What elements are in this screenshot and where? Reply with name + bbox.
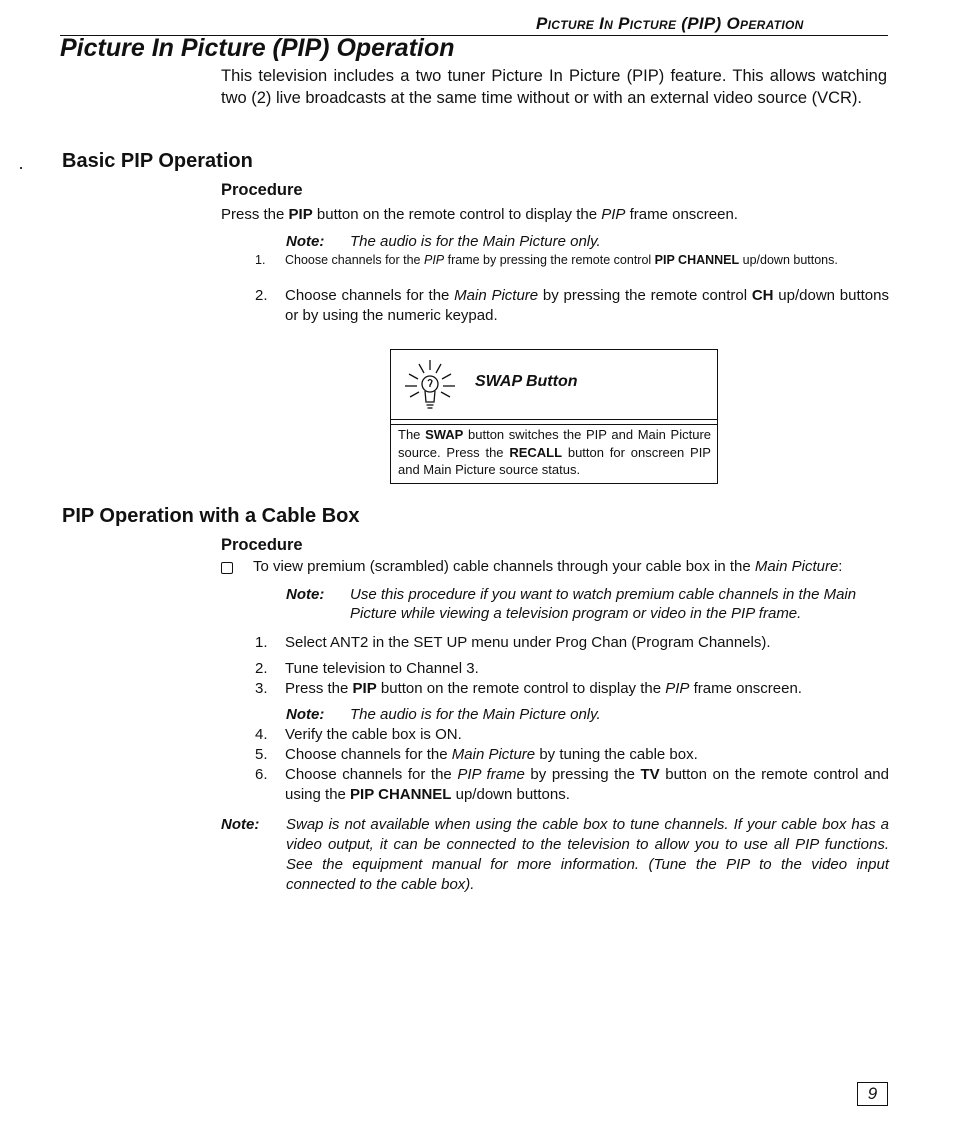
pip-frame-ref: PIP [601, 206, 626, 223]
text: button on the remote control and using the [285, 766, 889, 803]
step-text: Verify the cable box is ON. [285, 726, 462, 743]
step-text [285, 745, 889, 765]
note-text: Swap is not available when using the cable box to tune channels. If your cable box has a video output, it can be connected to the television to allow you to use all PIP functions. See the equipment manual for more information. (Tune the PIP to the video input connected to the cable box). [286, 816, 889, 893]
note-label: Note: [221, 816, 260, 833]
note-label: Note: [286, 233, 325, 250]
text: PIP [665, 680, 690, 697]
text: : [838, 558, 843, 575]
list-item [255, 745, 889, 765]
text: frame onscreen. [625, 206, 738, 223]
text: SWAP [425, 427, 464, 442]
cable-note-audio [286, 706, 601, 723]
tip-body [398, 426, 711, 479]
step-number: 6. [255, 766, 268, 783]
text: by tuning the cable box. [535, 746, 698, 763]
step-number: 2. [255, 660, 268, 677]
step-number: 5. [255, 746, 268, 763]
swap-tip-box [390, 349, 718, 484]
step-number: 2. [255, 287, 268, 304]
text: button on the remote control to display the [376, 680, 666, 697]
page-number: 9 [857, 1082, 888, 1106]
step-text [285, 251, 889, 269]
step-text: Tune television to Channel 3. [285, 660, 479, 677]
text: To view premium (scrambled) cable channels through your cable box in the [253, 558, 755, 575]
note-label: Note: [286, 586, 325, 603]
text: up/down buttons or by using the numeric keypad. [285, 287, 889, 324]
note-text: Use this procedure if you want to watch premium cable channels in the Main [350, 586, 857, 603]
text: Choose channels for the [285, 253, 424, 267]
step-text [285, 765, 889, 805]
text: Press the [285, 680, 353, 697]
cable-note-continued: Picture while viewing a television program or video in the PIP frame. [350, 605, 802, 622]
tip-title: SWAP Button [475, 373, 578, 390]
list-item [255, 765, 889, 805]
step-number: 4. [255, 726, 268, 743]
text: up/down buttons. [451, 786, 570, 803]
text: Choose channels for the [285, 766, 458, 783]
list-item [255, 286, 889, 326]
lightbulb-icon [397, 356, 463, 421]
text: PIP frame [457, 766, 525, 783]
text: frame by pressing the remote control [444, 253, 655, 267]
text: by pressing the [524, 766, 641, 783]
note-text: The audio is for the Main Picture only. [350, 233, 601, 250]
text: Choose channels for the [285, 746, 452, 763]
text: Main Picture [454, 287, 539, 304]
intro-paragraph: This television includes a two tuner Picture In Picture (PIP) feature. This allows watching two (2) live broadcasts at the same time without or with an external video source (VCR). [221, 67, 887, 107]
note-text: The audio is for the Main Picture only. [350, 706, 601, 723]
text: button switches the PIP and Main Picture source. Press the [398, 427, 711, 460]
divider [391, 424, 717, 425]
list-item [255, 679, 889, 699]
text: Main Picture [754, 558, 839, 575]
list-item [255, 659, 889, 679]
divider [391, 419, 717, 420]
cable-note [286, 586, 856, 603]
pip-button-ref: PIP [288, 206, 313, 223]
step-number: 1. [255, 634, 268, 651]
section-heading-basic: Basic PIP Operation [62, 150, 253, 172]
section-heading-cable: PIP Operation with a Cable Box [62, 505, 360, 527]
step-number: 3. [255, 680, 268, 697]
text: TV [640, 766, 660, 783]
text: Press the [221, 206, 289, 223]
text: up/down buttons. [739, 253, 838, 267]
text: PIP [423, 253, 445, 267]
text: by pressing the remote control [538, 287, 752, 304]
note-label: Note: [286, 706, 325, 723]
basic-note [286, 233, 601, 250]
procedure-label-basic: Procedure [221, 181, 303, 199]
text: frame onscreen. [689, 680, 802, 697]
page-title: Picture In Picture (PIP) Operation [60, 34, 455, 62]
step-text [285, 679, 889, 699]
text: Main Picture [451, 746, 536, 763]
margin-speck [20, 167, 22, 169]
text: RECALL [509, 444, 563, 460]
step-number: 1. [255, 253, 266, 267]
list-item [255, 725, 889, 745]
basic-instruction [221, 206, 738, 223]
text: The [398, 427, 426, 442]
step-text [285, 286, 889, 326]
text: PIP CHANNEL [350, 786, 452, 803]
text: button on the remote control to display the [312, 206, 602, 223]
text: PIP [352, 680, 377, 697]
text: button for onscreen PIP and Main Picture source status. [398, 444, 711, 477]
text: Choose channels for the [285, 287, 455, 304]
list-item [255, 251, 889, 287]
list-item [255, 633, 889, 653]
text: PIP CHANNEL [654, 253, 740, 267]
text: CH [751, 287, 774, 304]
step-text: Select ANT2 in the SET UP menu under Prog Chan (Program Channels). [285, 634, 771, 651]
running-head: Picture In Picture (PIP) Operation [536, 14, 804, 33]
cable-bullet [253, 558, 842, 575]
procedure-label-cable: Procedure [221, 536, 303, 554]
checkbox-icon [221, 562, 233, 574]
